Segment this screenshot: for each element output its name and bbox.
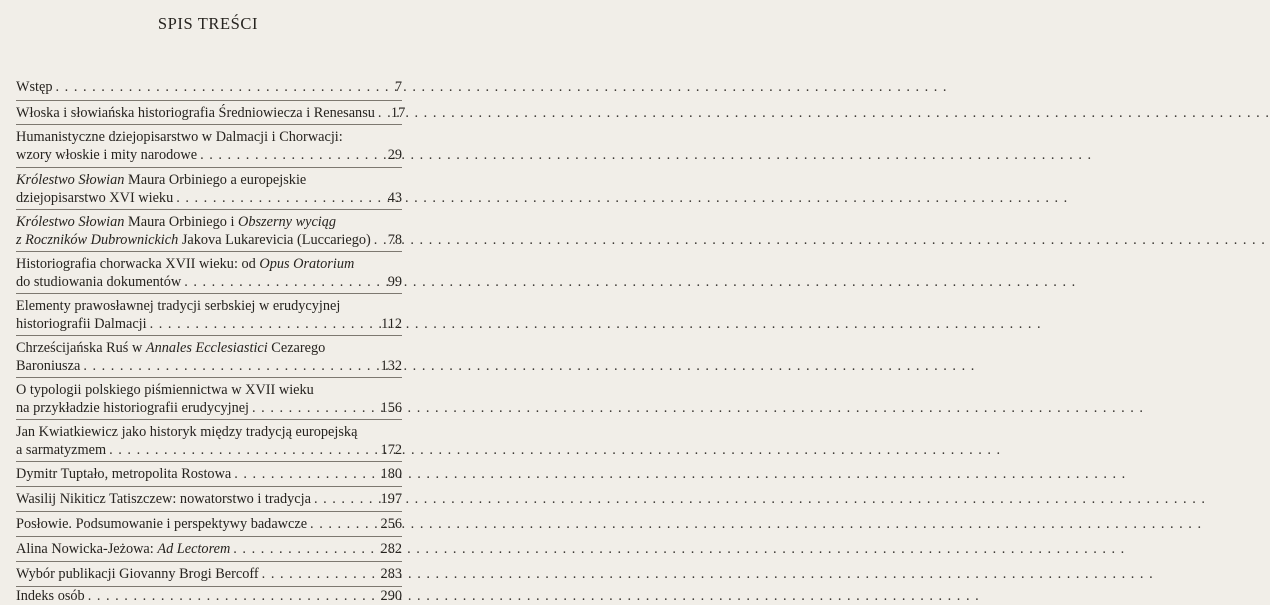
entry-title-line2: na przykładzie historiografii erudycyjnej <box>16 400 250 416</box>
toc-entry <box>16 339 402 375</box>
dot-leader <box>374 231 385 249</box>
entry-title: Wasilij Nikiticz Tatiszczew: nowatorstwo i tradycja <box>16 491 311 507</box>
dot-leader <box>109 441 377 459</box>
dot-leader <box>56 78 392 96</box>
dot-leader <box>262 565 378 583</box>
page-number: 78 <box>387 232 402 248</box>
page-number: 99 <box>387 274 402 290</box>
page-number: 180 <box>380 466 402 482</box>
page-number: 43 <box>387 190 402 206</box>
entry-title-line1: Jan Kwiatkiewicz jako historyk między tradycją europejską <box>16 424 358 440</box>
toc-entry <box>16 381 402 417</box>
toc-entry <box>16 587 402 605</box>
entry-title-line2: Baroniusza <box>16 358 81 374</box>
divider <box>16 335 402 336</box>
dot-leader <box>184 273 385 291</box>
page-number: 290 <box>380 588 402 604</box>
entry-title-line1: Elementy prawosławnej tradycji serbskiej w erudycyjnej <box>16 298 341 314</box>
dot-leader <box>233 540 377 558</box>
entry-title: Posłowie. Podsumowanie i perspektywy badawcze <box>16 516 308 532</box>
page-number: 7 <box>394 79 402 95</box>
dot-leader <box>234 465 377 483</box>
toc-entry <box>16 213 402 249</box>
divider <box>16 293 402 294</box>
entry-title-line1: Humanistyczne dziejopisarstwo w Dalmacji i Chorwacji: <box>16 129 343 145</box>
divider <box>16 251 402 252</box>
divider <box>16 167 402 168</box>
dot-leader <box>200 146 385 164</box>
page-number: 132 <box>380 358 402 374</box>
divider <box>16 377 402 378</box>
entry-title-line1: Królestwo Słowian Maura Orbiniego a europejskie <box>16 172 307 188</box>
entry-title: Alina Nowicka-Jeżowa: Ad Lectorem <box>16 541 231 557</box>
page-number: 17 <box>390 105 406 121</box>
dot-leader <box>176 189 384 207</box>
divider <box>16 486 402 487</box>
entry-title-line1: Królestwo Słowian Maura Orbiniego i Obszerny wyciąg <box>16 214 337 230</box>
dot-leader <box>310 515 378 533</box>
divider <box>16 100 402 101</box>
divider <box>16 419 402 420</box>
entry-title: Wstęp <box>16 79 53 95</box>
dot-leader <box>150 315 378 333</box>
toc-entry <box>16 171 402 207</box>
toc-entry <box>16 78 402 96</box>
toc-entry <box>16 423 402 459</box>
book-page <box>0 0 416 605</box>
toc-entry <box>16 297 402 333</box>
dot-leader <box>314 490 378 508</box>
toc-entry <box>16 128 402 164</box>
toc-entry <box>16 540 402 558</box>
entry-title-line2: historiografii Dalmacji <box>16 316 147 332</box>
dot-leader <box>88 587 378 605</box>
divider <box>16 124 402 125</box>
dot-leader <box>378 104 388 122</box>
page-number: 112 <box>381 316 402 332</box>
divider <box>16 511 402 512</box>
entry-title: Indeks osób <box>16 588 85 604</box>
toc-entry <box>16 515 402 533</box>
entry-title-line2: z Roczników Dubrownickich Jakova Lukarevicia (Luccariego) <box>16 232 371 248</box>
entry-title: Włoska i słowiańska historiografia Średniowiecza i Renesansu <box>16 105 375 121</box>
page-title: SPIS TREŚCI <box>157 14 259 33</box>
entry-title-line2: wzory włoskie i mity narodowe <box>16 147 198 163</box>
page-number: 197 <box>380 491 402 507</box>
divider <box>16 461 402 462</box>
page-number: 156 <box>380 400 402 416</box>
toc-entry <box>16 565 402 583</box>
entry-title-line1: Chrześcijańska Ruś w Annales Ecclesiastici Cezarego <box>16 340 326 356</box>
entry-title-line2: a sarmatyzmem <box>16 442 107 458</box>
page-number: 29 <box>387 147 402 163</box>
entry-title-line1: O typologii polskiego piśmiennictwa w XVII wieku <box>16 382 314 398</box>
page-number: 282 <box>380 541 402 557</box>
toc-entry <box>16 465 402 483</box>
entry-title: Wybór publikacji Giovanny Brogi Bercoff <box>16 566 259 582</box>
page-number: 256 <box>380 516 402 532</box>
entry-title-line1: Historiografia chorwacka XVII wieku: od Opus Oratorium <box>16 256 355 272</box>
dot-leader <box>83 357 377 375</box>
toc-entry <box>16 255 402 291</box>
divider <box>16 536 402 537</box>
page-number: 283 <box>380 566 402 582</box>
page-number: 172 <box>380 442 402 458</box>
dot-leader <box>252 399 378 417</box>
entry-title: Dymitr Tuptało, metropolita Rostowa <box>16 466 232 482</box>
entry-title-line2: dziejopisarstwo XVI wieku <box>16 190 174 206</box>
toc-entry <box>16 104 406 122</box>
entry-title-line2: do studiowania dokumentów <box>16 274 182 290</box>
toc-entry <box>16 490 402 508</box>
divider <box>16 209 402 210</box>
divider <box>16 561 402 562</box>
